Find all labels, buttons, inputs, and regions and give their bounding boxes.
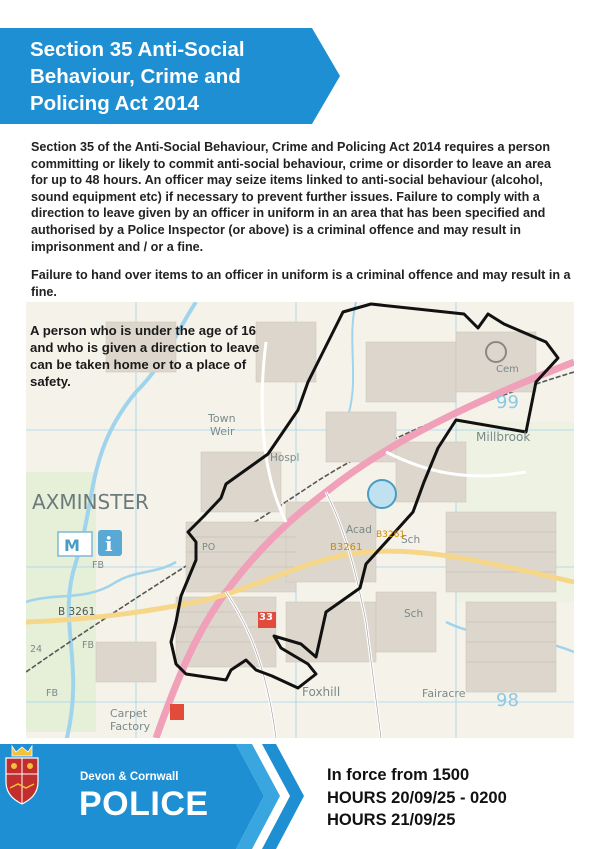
svg-text:i: i — [105, 532, 113, 556]
map-label-sch-2: Sch — [404, 608, 424, 620]
map-label-fb-1: FB — [92, 560, 104, 571]
org-name: Devon & Cornwall — [80, 771, 179, 783]
police-wordmark: POLICE — [79, 785, 209, 823]
svg-text:M: M — [64, 536, 80, 555]
map-label-factory: Factory — [110, 720, 151, 733]
map-label-road-33: 33 — [259, 612, 273, 623]
page-title — [30, 36, 320, 117]
map-label-b3261: B 3261 — [58, 606, 96, 618]
map-label-foxhill: Foxhill — [302, 685, 341, 699]
map-label-acad: Acad — [346, 524, 372, 536]
map-label-weir: Weir — [210, 425, 235, 438]
map-label-axminster: AXMINSTER — [32, 490, 149, 514]
title-line-1: Section 35 Anti-Social — [30, 38, 245, 61]
in-force-notice — [327, 764, 597, 832]
items-warning: Failure to hand over items to an officer in uniform is a criminal offence and may result in a fine. — [31, 268, 571, 299]
map-label-carpet: Carpet — [110, 707, 148, 720]
title-banner — [0, 28, 340, 124]
map-label-millbrook: Millbrook — [476, 430, 531, 444]
under-16-note: A person who is under the age of 16 and who is given a direction to leave can be taken home or to a place of safety. — [30, 323, 260, 389]
force-line-2: HOURS 20/09/25 - 0200 — [327, 788, 507, 807]
map-label-hospl: Hospl — [270, 452, 300, 464]
map-label-cem: Cem — [496, 364, 519, 375]
title-line-2: Behaviour, Crime and — [30, 65, 241, 88]
map-label-fb-2: FB — [82, 640, 94, 651]
map-label-b3261-b: B3261 — [330, 542, 363, 553]
map-label-sch-1: Sch — [401, 534, 421, 546]
police-crest-icon — [0, 744, 44, 806]
map-label-b3261-c: B3261 — [376, 530, 406, 540]
map-grid-98: 98 — [496, 690, 519, 711]
map-label-fairacre: Fairacre — [422, 687, 466, 700]
force-line-1: In force from 1500 — [327, 766, 470, 784]
map-label-24: 24 — [30, 644, 43, 655]
map-label-fb-3: FB — [46, 688, 58, 699]
map-label-town: Town — [208, 412, 236, 425]
map-label-po: PO — [202, 542, 216, 553]
force-line-3: HOURS 21/09/25 — [327, 811, 456, 829]
title-line-3: Policing Act 2014 — [30, 92, 199, 115]
footer — [0, 744, 600, 849]
map-grid-99: 99 — [496, 392, 519, 413]
section35-description: Section 35 of the Anti-Social Behaviour, Crime and Policing Act 2014 requires a person committing or likely to commit anti-social behaviour, crime or disorder to leave an area for up to 48 hours. An officer may seize items linked to anti-social behaviour (alcohol, sound equipment etc) if necessary to prevent further issues. Failure to comply with a direction to leave given by an officer in uniform in an area that has been specified and authorised by a Police Inspector (or above) is a criminal offence and may result in imprisonment and / or a fine. — [31, 140, 551, 254]
